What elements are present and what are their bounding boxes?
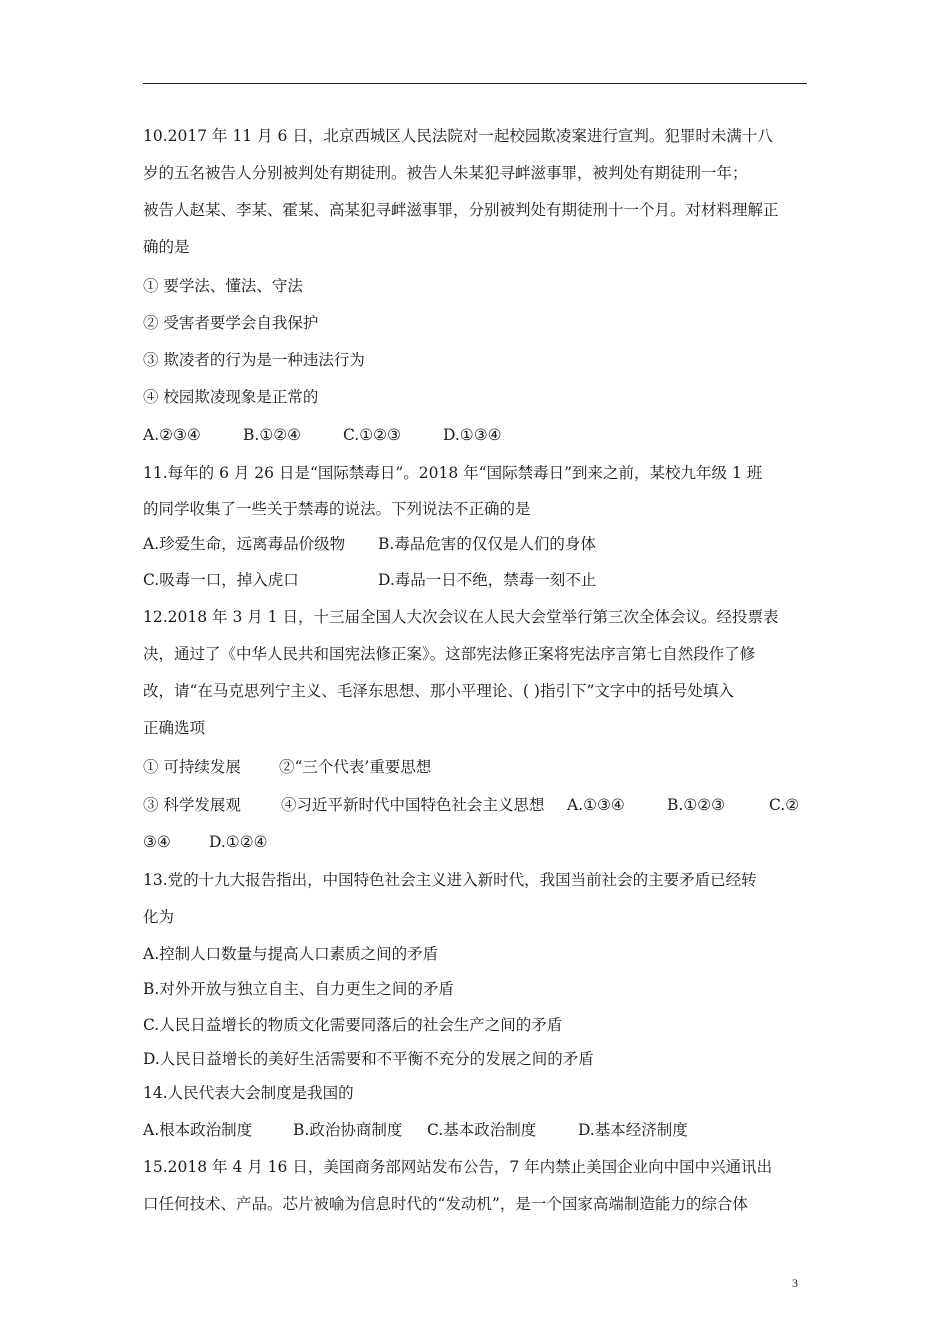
q12-stem-line-2: 决，通过了《中华人民共和国宪法修正案》。这部宪法修正案将宪法序言第七自然段作了修 <box>143 645 756 663</box>
q12-stem-line-4: 正确选项 <box>143 719 206 737</box>
q10-stem-line-2: 岁的五名被告人分别被判处有期徒刑。被告人朱某犯寻衅滋事罪，被判处有期徒刑一年； <box>143 164 748 182</box>
q15-stem-line-1: 15.2018 年 4 月 16 日，美国商务部网站发布公告，7 年内禁止美国企业向中国中兴通讯出 <box>143 1158 773 1176</box>
q14-choice-b: B.政治协商制度 <box>293 1121 403 1139</box>
q14-choice-d: D.基本经济制度 <box>578 1121 688 1139</box>
q12-choice-c: C.② <box>769 796 800 814</box>
page-number: 3 <box>792 1276 798 1290</box>
q11-choice-d: D.毒品一日不绝，禁毒一刻不止 <box>378 571 597 589</box>
header-rule <box>143 83 807 84</box>
q13-choice-c: C.人民日益增长的物质文化需要同落后的社会生产之间的矛盾 <box>143 1016 563 1034</box>
q10-item-2: ② 受害者要学会自我保护 <box>143 314 319 332</box>
q12-stem-line-1: 12.2018 年 3 月 1 日，十三届全国人大次会议在人民大会堂举行第三次全体会议。经投票表 <box>143 608 779 626</box>
q10-choice-d: D.①③④ <box>443 426 502 444</box>
q10-stem-line-4: 确的是 <box>143 238 190 256</box>
q14-choice-c: C.基本政治制度 <box>427 1121 537 1139</box>
q12-stem-line-3: 改，请“在马克思列宁主义、毛泽东思想、那小平理论、( )指引下”文字中的括号处填入 <box>143 682 734 700</box>
q13-stem-line-1: 13.党的十九大报告指出，中国特色社会主义进入新时代，我国当前社会的主要矛盾已经转 <box>143 871 757 889</box>
q10-choice-a: A.②③④ <box>143 426 201 444</box>
q10-stem-line-3: 被告人赵某、李某、霍某、高某犯寻衅滋事罪，分别被判处有期徒刑十一个月。对材料理解正 <box>143 201 779 219</box>
q14-choice-a: A.根本政治制度 <box>143 1121 253 1139</box>
q10-choice-b: B.①②④ <box>243 426 302 444</box>
q12-choice-d: D.①②④ <box>209 833 268 851</box>
q15-stem-line-2: 口任何技术、产品。芯片被喻为信息时代的“发动机”，是一个国家高端制造能力的综合体 <box>143 1195 748 1213</box>
q11-stem-line-2: 的同学收集了一些关于禁毒的说法。下列说法不正确的是 <box>143 500 531 518</box>
q12-item-2: ②“三个代表’重要思想 <box>279 758 432 776</box>
q14-stem: 14.人民代表大会制度是我国的 <box>143 1084 354 1102</box>
q12-choice-b: B.①②③ <box>667 796 726 814</box>
q13-choice-b: B.对外开放与独立自主、自力更生之间的矛盾 <box>143 980 454 998</box>
q11-stem-line-1: 11.每年的 6 月 26 日是“国际禁毒日”。2018 年“国际禁毒日”到来之前，某校九年级 1 班 <box>143 464 763 482</box>
q10-item-1: ① 要学法、懂法、守法 <box>143 277 303 295</box>
q13-stem-line-2: 化为 <box>143 908 175 926</box>
q12-choice-c-continued: ③④ <box>143 833 171 851</box>
q13-choice-a: A.控制人口数量与提高人口素质之间的矛盾 <box>143 945 439 963</box>
q11-choice-c: C.吸毒一口，掉入虎口 <box>143 571 299 589</box>
q10-item-3: ③ 欺凌者的行为是一种违法行为 <box>143 351 365 369</box>
q12-item-3: ③ 科学发展观 <box>143 796 241 814</box>
q12-item-1: ① 可持续发展 <box>143 758 241 776</box>
q12-item-4: ④习近平新时代中国特色社会主义思想 <box>281 796 545 814</box>
q10-item-4: ④ 校园欺凌现象是正常的 <box>143 388 319 406</box>
q10-choice-c: C.①②③ <box>343 426 401 444</box>
q12-choice-a: A.①③④ <box>567 796 625 814</box>
q10-stem-line-1: 10.2017 年 11 月 6 日，北京西城区人民法院对一起校园欺凌案进行宣判。犯罪时未满十八 <box>143 127 773 145</box>
q13-choice-d: D.人民日益增长的美好生活需要和不平衡不充分的发展之间的矛盾 <box>143 1050 594 1068</box>
q11-choice-a: A.珍爱生命，远离毒品价级物 <box>143 535 346 553</box>
q11-choice-b: B.毒品危害的仅仅是人们的身体 <box>378 535 596 553</box>
